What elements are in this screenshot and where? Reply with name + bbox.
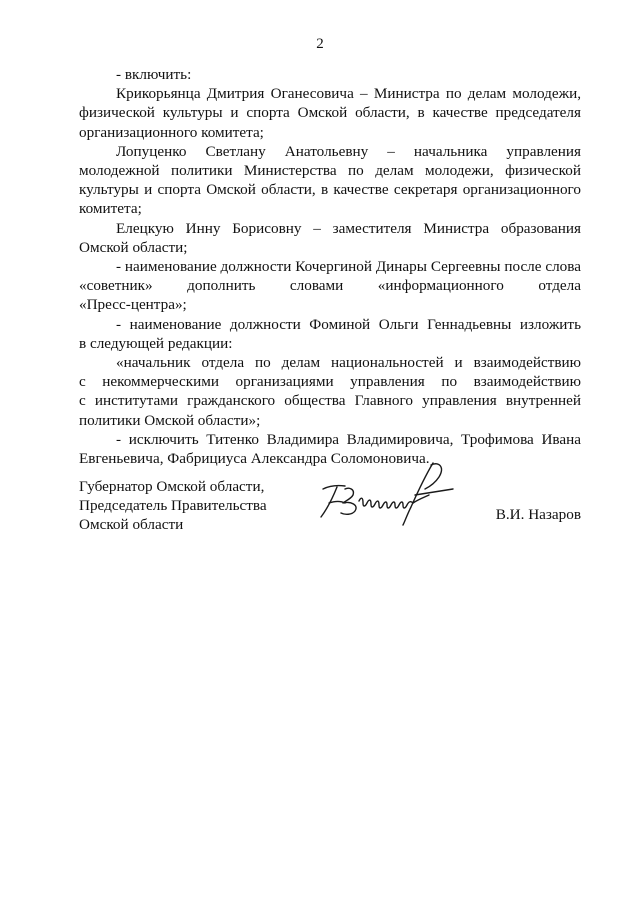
text-line: Елецкую Инну Борисовну – заместителя Министра образования <box>116 219 581 237</box>
signatory-title-line: Губернатор Омской области, <box>79 478 265 495</box>
text-line: молодежной политики Министерства по делам молодежи, физической <box>79 162 581 180</box>
signatory-title-line: Председатель Правительства <box>79 497 267 514</box>
text-line: - наименование должности Кочергиной Динары Сергеевны после слова <box>116 258 581 276</box>
handwritten-signature <box>315 459 475 529</box>
signatory-title <box>79 477 267 534</box>
text-line: в следующей редакции: <box>79 334 233 352</box>
text-line: Лопуценко Светлану Анатольевну – начальника управления <box>116 142 581 160</box>
text-line: «советник» дополнить словами «информационного отдела <box>79 277 581 295</box>
text-line: - исключить Титенко Владимира Владимировича, Трофимова Ивана <box>116 430 581 448</box>
signatory-name: В.И. Назаров <box>495 506 581 523</box>
text-line: «начальник отдела по делам национальностей и взаимодействию <box>116 354 581 372</box>
text-line: комитета; <box>79 200 142 218</box>
signatory-title-line: Омской области <box>79 516 184 533</box>
text-line: - наименование должности Фоминой Ольги Геннадьевны изложить <box>116 315 581 333</box>
text-line: Крикорьянца Дмитрия Оганесовича – Министра по делам молодежи, <box>116 85 581 103</box>
document-body <box>79 65 581 468</box>
text-line: культуры и спорта Омской области, в качестве секретаря организационного <box>79 181 581 199</box>
text-line: с институтами гражданского общества Главного управления внутренней <box>79 392 581 410</box>
text-line: Евгеньевича, Фабрициуса Александра Соломоновича. <box>79 450 430 468</box>
text-line: физической культуры и спорта Омской области, в качестве председателя <box>79 104 581 122</box>
page-number: 2 <box>316 36 324 52</box>
text-line: с некоммерческими организациями управления по взаимодействию <box>79 373 581 391</box>
text-line: Омской области; <box>79 238 188 256</box>
text-line: - включить: <box>116 66 192 83</box>
text-line: организационного комитета; <box>79 123 264 141</box>
text-line: политики Омской области»; <box>79 411 261 429</box>
text-line: «Пресс-центра»; <box>79 296 187 314</box>
signature-block <box>79 477 581 537</box>
